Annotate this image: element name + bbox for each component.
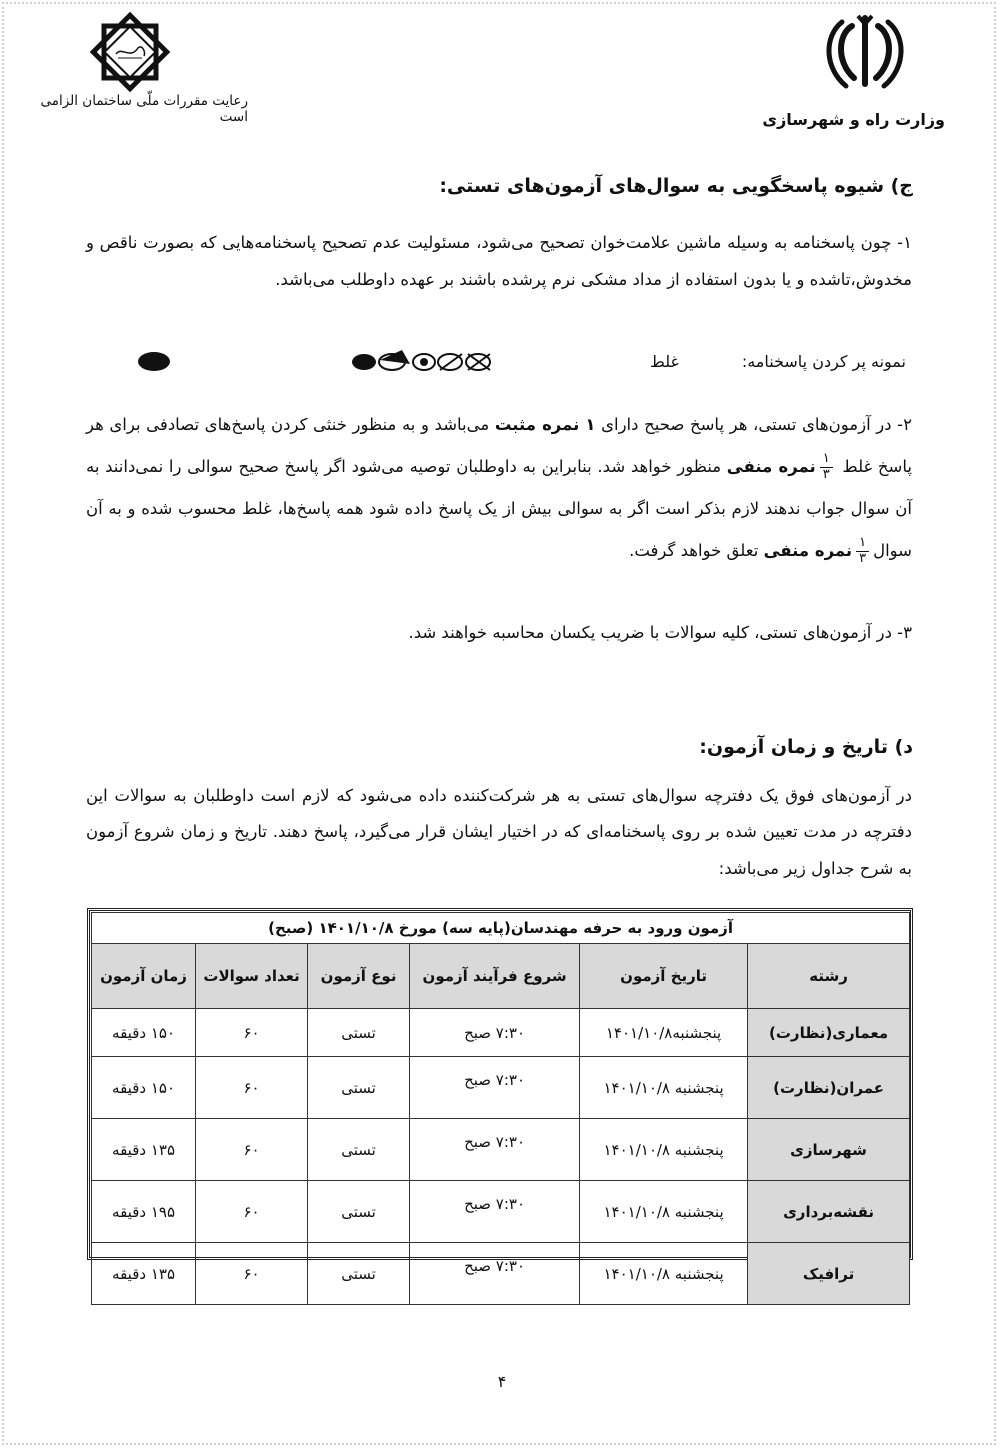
item2-text-3: منظور خواهد شد. بنابراین به داوطلبان توصیه می‌شود اگر پاسخ صحیح سوالی را نمی‌دانند به آن سوال جواب ندهند لازم بذکر است اگر به سوالی بیش از یک پاسخ داده شود همه پاسخ‌ها، غلط محسوب شده و به آن سوال (86, 457, 912, 561)
exam-schedule-table (87, 908, 913, 1283)
cell-count: ۶۰ (196, 1181, 308, 1243)
cell-type: تستی (308, 1057, 410, 1119)
fraction-numerator: ۱ (820, 452, 833, 468)
cell-start: ۷:۳۰ صبح (410, 1243, 580, 1305)
table-row (92, 1181, 910, 1243)
national-building-regulations-logo-icon (82, 8, 178, 96)
cell-date: پنجشنبه ۱۴۰۱/۱۰/۸ (580, 1057, 748, 1119)
item2-text-4: تعلق خواهد گرفت. (629, 541, 764, 561)
cell-field: نقشه‌برداری (748, 1181, 910, 1243)
table-row (92, 1243, 910, 1305)
table-row (92, 1057, 910, 1119)
item2-bold-negative: نمره منفی (726, 457, 816, 477)
cell-duration: ۱۹۵ دقیقه (92, 1181, 196, 1243)
iran-emblem-icon (820, 12, 910, 92)
cell-field: معماری(نظارت) (748, 1009, 910, 1057)
cell-count: ۶۰ (196, 1243, 308, 1305)
header-field: رشته (748, 944, 910, 1009)
sample-fill-label: نمونه پر کردن پاسخنامه: (741, 352, 906, 371)
cell-date: پنجشنبه ۱۴۰۱/۱۰/۸ (580, 1243, 748, 1305)
table-title: آزمون ورود به حرفه مهندسان(پایه سه) مورخ ۱۴۰۱/۱۰/۸ (صبح) (92, 913, 910, 944)
header-date: تاریخ آزمون (580, 944, 748, 1009)
cell-count: ۶۰ (196, 1119, 308, 1181)
section-c-item-2 (86, 404, 912, 572)
section-c-item-1: ۱- چون پاسخنامه به وسیله ماشین علامت‌خوان تصحیح می‌شود، مسئولیت عدم تصحیح پاسخنامه‌هایی که بصورت ناقص و مخدوش،تاشده و یا بدون استفاده از مداد مشکی نرم پرشده باشند بر عهده داوطلب می‌باشد. (86, 233, 912, 290)
cell-date: پنجشنبه۱۴۰۱/۱۰/۸ (580, 1009, 748, 1057)
section-c-item-3: ۳- در آزمون‌های تستی، کلیه سوالات با ضریب یکسان محاسبه خواهند شد. (408, 623, 912, 642)
correct-fill-bubble-icon (138, 352, 170, 371)
table-row (92, 1009, 910, 1057)
cell-type: تستی (308, 1009, 410, 1057)
wrong-fill-bubbles-icon (350, 342, 500, 376)
sample-wrong-label: غلط (650, 352, 679, 371)
cell-count: ۶۰ (196, 1057, 308, 1119)
fraction-numerator-2: ۱ (856, 536, 869, 552)
section-d-paragraph: در آزمون‌های فوق یک دفترچه سوال‌های تستی به هر شرکت‌کننده داده می‌شود که لازم است داوطلبان به سوالات این دفترچه در مدت تعیین شده بر روی پاسخنامه‌ای که در اختیار ایشان قرار می‌گیرد، پاسخ دهند. تاریخ و زمان شروع آزمون به شرح جداول زیر می‌باشد: (86, 786, 912, 878)
fraction-denominator-2: ۳ (859, 551, 867, 567)
cell-start: ۷:۳۰ صبح (410, 1119, 580, 1181)
cell-count: ۶۰ (196, 1009, 308, 1057)
header-count: تعداد سوالات (196, 944, 308, 1009)
item2-bold-positive: ۱ نمره مثبت (494, 415, 596, 434)
cell-duration: ۱۵۰ دقیقه (92, 1009, 196, 1057)
cell-duration: ۱۳۵ دقیقه (92, 1243, 196, 1305)
header-type: نوع آزمون (308, 944, 410, 1009)
cell-type: تستی (308, 1243, 410, 1305)
cell-start: ۷:۳۰ صبح (410, 1009, 580, 1057)
header-start: شروع فرآیند آزمون (410, 944, 580, 1009)
cell-duration: ۱۳۵ دقیقه (92, 1119, 196, 1181)
cell-field: عمران(نظارت) (748, 1057, 910, 1119)
section-c-heading: ج) شیوه پاسخگویی به سوال‌های آزمون‌های تستی: (439, 175, 913, 197)
cell-type: تستی (308, 1119, 410, 1181)
item2-bold-negative-2: نمره منفی (763, 541, 853, 561)
cell-date: پنجشنبه ۱۴۰۱/۱۰/۸ (580, 1181, 748, 1243)
cell-date: پنجشنبه ۱۴۰۱/۱۰/۸ (580, 1119, 748, 1181)
fraction-one-third-2 (856, 536, 869, 567)
ministry-title: وزارت راه و شهرسازی (762, 110, 945, 129)
fraction-one-third (820, 452, 833, 483)
header-duration: زمان آزمون (92, 944, 196, 1009)
cell-duration: ۱۵۰ دقیقه (92, 1057, 196, 1119)
cell-start: ۷:۳۰ صبح (410, 1181, 580, 1243)
building-regulations-note: رعایت مقررات ملّی ساختمان الزامی است (40, 93, 248, 125)
cell-field: ترافیک (748, 1243, 910, 1305)
cell-type: تستی (308, 1181, 410, 1243)
page-number: ۴ (497, 1372, 507, 1391)
cell-field: شهرسازی (748, 1119, 910, 1181)
item2-text-2: می‌باشد و به منظور خنثی کردن پاسخ‌های تصادفی برای هر پاسخ غلط (86, 415, 912, 477)
fraction-denominator: ۳ (822, 467, 830, 483)
item2-text-1: ۲- در آزمون‌های تستی، هر پاسخ صحیح دارای (595, 415, 912, 434)
section-d-heading: د) تاریخ و زمان آزمون: (699, 736, 913, 758)
table-row (92, 1119, 910, 1181)
cell-start: ۷:۳۰ صبح (410, 1057, 580, 1119)
